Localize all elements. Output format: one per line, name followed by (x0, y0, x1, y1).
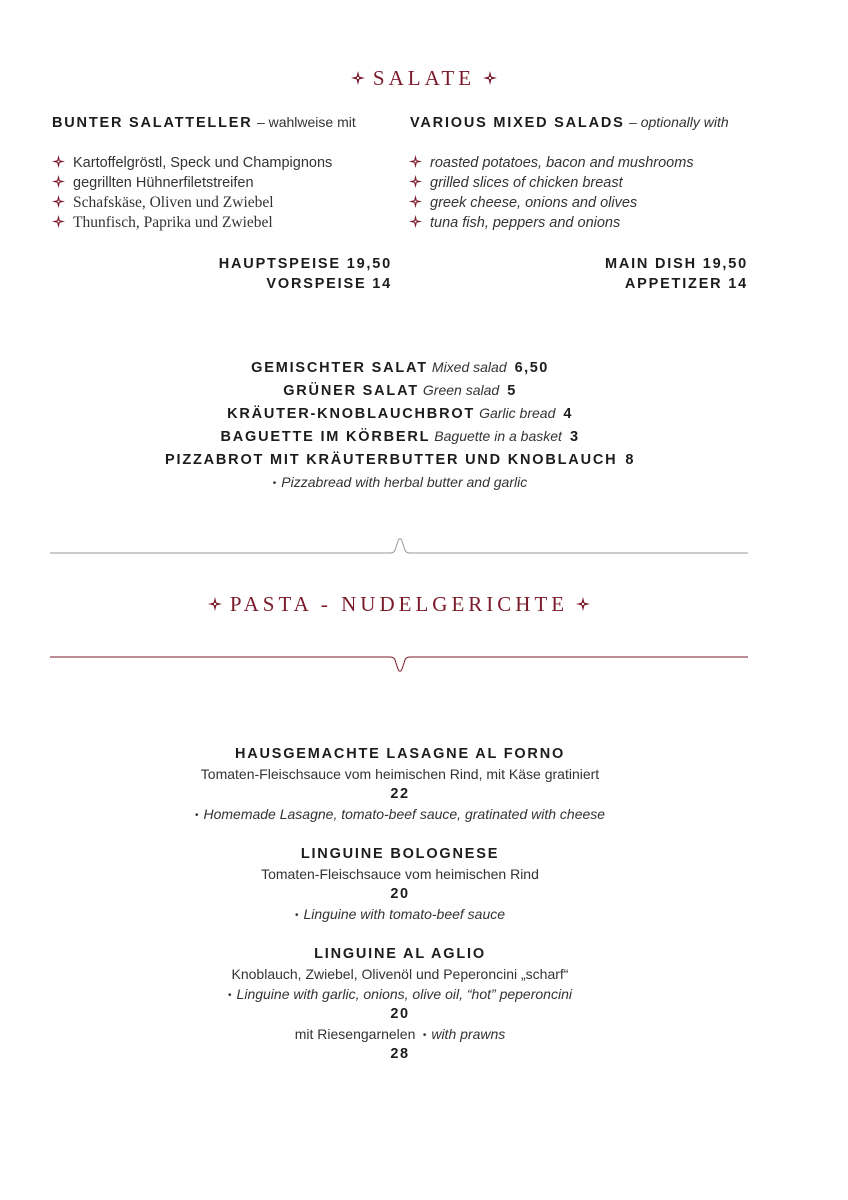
ornament-icon (52, 215, 65, 228)
dish-description: Tomaten-Fleischsauce vom heimischen Rind, mit Käse gratiniert (200, 766, 600, 782)
list-item: roasted potatoes, bacon and mushrooms (409, 153, 694, 173)
list-item: Kartoffelgröstl, Speck und Champignons (52, 153, 332, 173)
price-main-en: MAIN DISH 19,50 (604, 256, 748, 272)
ornament-icon (576, 597, 590, 611)
pasta-dish-aglio: LINGUINE AL AGLIO Knoblauch, Zwiebel, Olivenöl und Peperoncini „scharf“ • Linguine with garlic, onions, olive oil, “hot” peperoncini 20 mit Riesengarnelen • with prawns 28 (228, 946, 572, 1062)
side-item: BAGUETTE IM KÖRBERL Baguette in a basket 3 (220, 428, 580, 445)
dish-english: Linguine with garlic, onions, olive oil, “hot” peperoncini (236, 986, 572, 1002)
pasta-dish-lasagne: HAUSGEMACHTE LASAGNE AL FORNO Tomaten-Fleischsauce vom heimischen Rind, mit Käse gratiniert 22 • Homemade Lasagne, tomato-beef sauce, gratinated with cheese (194, 746, 606, 822)
dish-description: Knoblauch, Zwiebel, Olivenöl und Peperoncini „scharf“ (231, 966, 569, 982)
side-item: GRÜNER SALAT Green salad 5 (283, 382, 517, 399)
side-note: • Pizzabread with herbal butter and garlic (272, 474, 528, 490)
price-starter-de: VORSPEISE 14 (266, 276, 392, 292)
dish-price: 20 (390, 1006, 410, 1022)
salad-heading-en-sub: – optionally with (629, 114, 729, 130)
salad-options-en (409, 153, 694, 233)
divider-top (50, 534, 748, 558)
dish-english: Linguine with tomato-beef sauce (303, 906, 506, 922)
list-item: gegrillten Hühnerfiletstreifen (52, 173, 332, 193)
sides-list (0, 356, 800, 494)
ornament-icon (52, 195, 65, 208)
dish-extra-en: with prawns (431, 1026, 506, 1042)
dish-name: LINGUINE BOLOGNESE (300, 846, 500, 862)
ornament-icon (409, 155, 422, 168)
dish-price: 20 (390, 886, 410, 902)
dish-extra-de: mit Riesengarnelen (294, 1026, 416, 1042)
salad-heading-de-sub: – wahlweise mit (256, 114, 356, 130)
side-item: PIZZABROT MIT KRÄUTERBUTTER UND KNOBLAUCH 8 (165, 452, 635, 468)
list-item: grilled slices of chicken breast (409, 173, 694, 193)
pasta-dish-bolognese: LINGUINE BOLOGNESE Tomaten-Fleischsauce vom heimischen Rind 20 • Linguine with tomato-beef sauce (261, 846, 539, 922)
ornament-icon (52, 175, 65, 188)
dish-description: Tomaten-Fleischsauce vom heimischen Rind (261, 866, 539, 882)
ornament-icon (409, 175, 422, 188)
ornament-icon (409, 215, 422, 228)
salad-heading-en (410, 114, 729, 132)
price-main-de: HAUPTSPEISE 19,50 (218, 256, 392, 272)
list-item: Thunfisch, Paprika und Zwiebel (52, 213, 332, 233)
salad-heading-en-title: VARIOUS MIXED SALADS (410, 115, 625, 131)
dish-name: HAUSGEMACHTE LASAGNE AL FORNO (234, 746, 566, 762)
side-item: KRÄUTER-KNOBLAUCHBROT Garlic bread 4 (227, 405, 573, 422)
list-item: tuna fish, peppers and onions (409, 213, 694, 233)
section-title-pasta (0, 590, 823, 617)
divider-bottom (50, 650, 748, 674)
dish-price: 22 (390, 786, 410, 802)
list-item: Schafskäse, Oliven und Zwiebel (52, 193, 332, 213)
salad-prices-en (500, 254, 748, 294)
pasta-title: PASTA - NUDELGERICHTE (229, 591, 569, 616)
list-item: greek cheese, onions and olives (409, 193, 694, 213)
ornament-icon (351, 71, 365, 85)
price-starter-en: APPETIZER 14 (624, 276, 748, 292)
ornament-icon (208, 597, 222, 611)
salad-options-de (52, 153, 332, 233)
side-item: GEMISCHTER SALAT Mixed salad 6,50 (251, 359, 549, 376)
salate-title: SALATE (372, 65, 476, 90)
dish-english: Homemade Lasagne, tomato-beef sauce, gratinated with cheese (203, 806, 606, 822)
dish-name: LINGUINE AL AGLIO (314, 946, 486, 962)
dish-extra-price: 28 (390, 1046, 410, 1062)
salad-heading-de (52, 114, 356, 132)
salad-prices-de (150, 254, 392, 294)
section-title-salate (0, 64, 848, 91)
salad-heading-de-title: BUNTER SALATTELLER (52, 115, 253, 131)
ornament-icon (483, 71, 497, 85)
ornament-icon (409, 195, 422, 208)
ornament-icon (52, 155, 65, 168)
